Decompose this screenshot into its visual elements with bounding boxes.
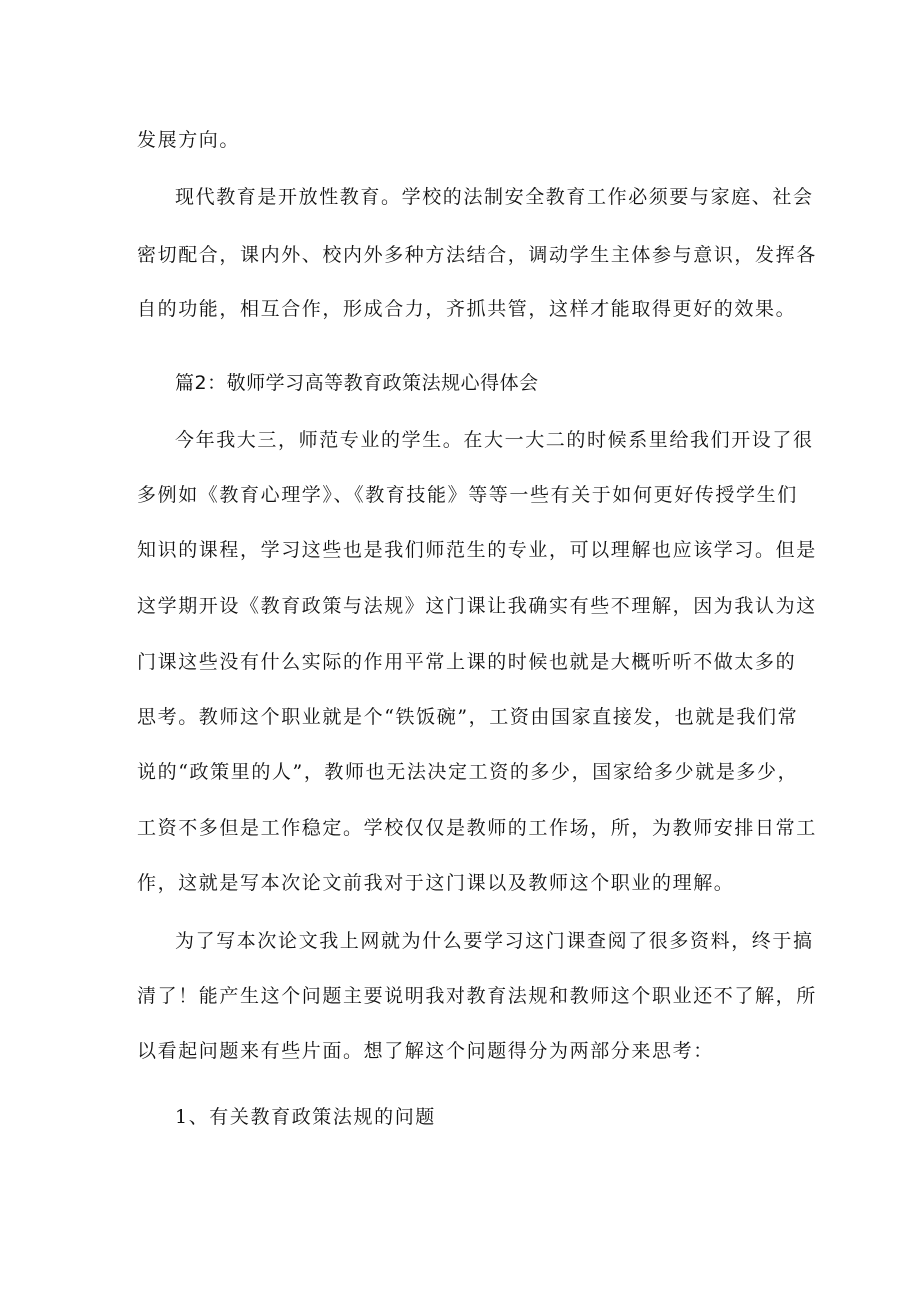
paragraph-line: 这学期开设《教育政策与法规》这门课让我确实有些不理解，因为我认为这 <box>137 595 817 617</box>
paragraph-line: 作，这就是写本次论文前我对于这门课以及教师这个职业的理解。 <box>137 872 735 894</box>
paragraph-line: 思考。教师这个职业就是个“铁饭碗”，工资由国家直接发，也就是我们常 <box>137 706 799 728</box>
paragraph-line: 现代教育是开放性教育。学校的法制安全教育工作必须要与家庭、社会 <box>175 186 814 208</box>
paragraph-line: 以看起问题来有些片面。想了解这个问题得分为两部分来思考： <box>137 1040 714 1062</box>
paragraph-line: 自的功能，相互合作，形成合力，齐抓共管，这样才能取得更好的效果。 <box>137 298 797 320</box>
paragraph-line: 清了！能产生这个问题主要说明我对教育法规和教师这个职业还不了解，所 <box>137 985 817 1007</box>
section-heading: 篇2：敬师学习高等教育政策法规心得体会 <box>175 372 539 394</box>
list-item: 1、有关教育政策法规的问题 <box>175 1106 436 1128</box>
paragraph-line: 知识的课程，学习这些也是我们师范生的专业，可以理解也应该学习。但是 <box>137 539 817 561</box>
paragraph-line: 门课这些没有什么实际的作用平常上课的时候也就是大概听听不做太多的 <box>137 651 797 673</box>
paragraph-line: 为了写本次论文我上网就为什么要学习这门课查阅了很多资料，终于搞 <box>175 930 814 952</box>
paragraph-line: 多例如《教育心理学》、《教育技能》等等一些有关于如何更好传授学生们 <box>137 484 798 506</box>
paragraph-line: 发展方向。 <box>137 129 241 151</box>
paragraph-line: 说的“政策里的人”，教师也无法决定工资的多少，国家给多少就是多少， <box>137 761 799 783</box>
paragraph-line: 密切配合，课内外、校内外多种方法结合，调动学生主体参与意识，发挥各 <box>137 244 817 266</box>
paragraph-line: 工资不多但是工作稳定。学校仅仅是教师的工作场，所，为教师安排日常工 <box>137 817 817 839</box>
paragraph-line: 今年我大三，师范专业的学生。在大一大二的时候系里给我们开设了很 <box>175 429 814 451</box>
